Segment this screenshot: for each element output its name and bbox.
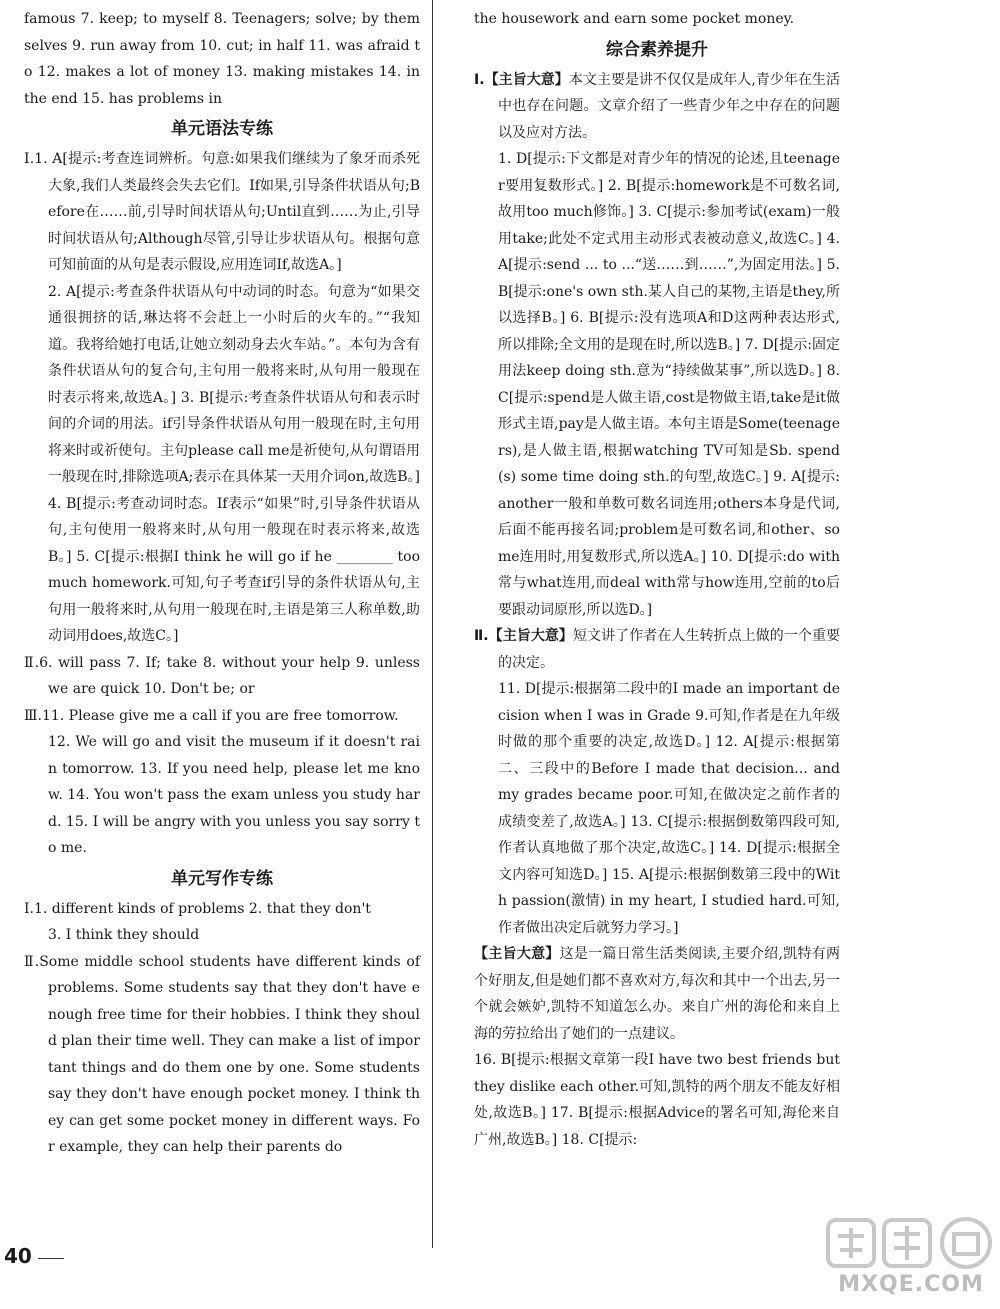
- grammar-answer-III-12: 12. We will go and visit the museum if it doesn't rain tomorrow. 13. If you need help, please let me know. 14. You won't pass the exam unless you study hard. 15. I will be angry with you unless you say sorry to me.: [48, 734, 420, 856]
- writing-answer-I-1: Ⅰ.1. different kinds of problems 2. that they don't: [24, 900, 371, 917]
- watermark-logo: [826, 1208, 996, 1304]
- answer-line: famous 7. keep; to myself 8. Teenagers; solve; by themselves 9. run away from 10. cut; in half 11. was afraid to 12. makes a lot of money 13. making mistakes 14. in the end 15. has problems in: [24, 11, 420, 107]
- answers-11-15: 11. D[提示:根据第二段中的I made an important decision when I was in Grade 9.可知,作者是在九年级时做的那个重要的决定,故选D。] 12. A[提示:根据第二、三段中的Before I made that decision... and my grades became poor.可知,在做决定之前作者的成绩变差了,故选A。] 13. C[提示:根据倒数第四段可知,作者认真地做了那个决定,故选C。] 14. D[提示:根据全文内容可知选D。] 15. A[提示:根据倒数第三段中的With passion(激情) in my heart, I studied hard.可知,作者做出决定后就努力学习。]: [498, 681, 840, 936]
- watermark-url: MXQE.COM: [838, 1272, 984, 1297]
- main-idea-tag: Ⅱ.【主旨大意】: [474, 628, 573, 644]
- page-number-rule: [38, 1258, 64, 1259]
- main-idea-III: [474, 941, 840, 1047]
- writing-answer-II: Ⅱ.Some middle school students have different kinds of problems. Some students say that they don't have enough free time for their hobbies. I think they should plan their time well. They can make a list of important things and do them one by one. Some students say they don't have enough pocket money. I think they can get some pocket money in different ways. For example, they can help their parents do: [24, 953, 420, 1155]
- main-idea-tag: Ⅰ.【主旨大意】: [474, 71, 569, 88]
- grammar-answer-III-11: Ⅲ.11. Please give me a call if you are free tomorrow.: [24, 707, 399, 724]
- main-idea-tag: 【主旨大意】: [474, 946, 560, 962]
- page-number: 40: [4, 1244, 32, 1268]
- answer-line: the housework and earn some pocket money.: [474, 11, 795, 27]
- main-idea-text: 本文主要是讲不仅仅是成年人,青少年在生活中也存在问题。文章介绍了一些青少年之中存在的问题以及应对方法。: [498, 71, 840, 141]
- section-title-writing: 单元写作专练: [171, 868, 273, 889]
- answers-1-10: 1. D[提示:下文都是对青少年的情况的论述,且teenager要用复数形式。] 2. B[提示:homework是不可数名词,故用too much修饰。] 3. C[提示:参加考试(exam)一般用take;此处不定式用主动形式表被动意义,故选C。] 4. A[提示:send ... to ...“送……到……”,为固定用法。] 5. B[提示:one's own sth.某人自己的某物,主语是they,所以选择B。] 6. B[提示:没有选项A和D这两种表达形式,所以排除;全文用的是现在时,所以选B。] 7. D[提示:固定用法keep doing sth.意为“持续做某事”,所以选D。] 8. C[提示:spend是人做主语,cost是物做主语,take是it做形式主语,pay是人做主语。本句主语是Some(teenagers),是人做主语,根据watching TV可知是Sb. spend(s) some time doing sth.的句型,故选C。] 9. A[提示:another一般和单数可数名词连用;others本身是代词,后面不能再接名词;problem是可数名词,和other、some连用时,用复数形式,所以选A。] 10. D[提示:do with常与what连用,而deal with常与how连用,空前的to后要跟动词原形,所以选D。]: [498, 151, 840, 618]
- writing-answer-I-3: 3. I think they should: [48, 927, 200, 943]
- main-idea-II: [474, 623, 840, 676]
- main-idea-text: 这是一篇日常生活类阅读,主要介绍,凯特有两个好朋友,但是她们都不喜欢对方,每次和其中一个出去,另一个就会嫉妒,凯特不知道怎么办。来自广州的海伦和来自上海的劳拉给出了她们的一点建议。: [474, 946, 840, 1042]
- watermark-seal-icon: [826, 1212, 994, 1272]
- answers-16-18: 16. B[提示:根据文章第一段I have two best friends but they dislike each other.可知,凯特的两个朋友不能友好相处,故选B。] 17. B[提示:根据Advice的署名可知,海伦来自广州,故选B。] 18. C[提示:: [474, 1052, 840, 1148]
- main-idea-text: 短文讲了作者在人生转折点上做的一个重要的决定。: [498, 628, 841, 671]
- left-column: [24, 6, 420, 1161]
- grammar-answer-II: Ⅱ.6. will pass 7. If; take 8. without your help 9. unless we are quick 10. Don't be; or: [24, 654, 420, 697]
- grammar-answer-2: 2. A[提示:考查条件状语从句中动词的时态。句意为“如果交通很拥挤的话,琳达将不会赶上一小时后的火车的。”“我知道。我将给她打电话,让她立刻动身去火车站。”。本句为含有条件状语从句的复合句,主句用一般将来时,从句用一般现在时表示将来,故选A。] 3. B[提示:考查条件状语从句和表示时间的介词的用法。if引导条件状语从句用一般现在时,主句用将来时或祈使句。主句please call me是祈使句,从句谓语用一般现在时,排除选项A;表示在具体某一天用介词on,故选B。] 4. B[提示:考查动词时态。If表示“如果”时,引导条件状语从句,主句使用一般将来时,从句用一般现在时表示将来,故选B。] 5. C[提示:根据I think he will go if he ________ too much homework.可知,句子考查if引导的条件状语从句,主句用一般将来时,从句用一般现在时,主语是第三人称单数,助动词用does,故选C。]: [48, 283, 420, 644]
- section-title-comprehensive: 综合素养提升: [606, 39, 708, 60]
- right-column: [474, 6, 840, 1153]
- column-divider: [432, 0, 433, 1248]
- section-title-grammar: 单元语法专练: [171, 119, 273, 139]
- main-idea-I: [474, 67, 840, 147]
- grammar-answer-1: Ⅰ.1. A[提示:考查连词辨析。句意:如果我们继续为了象牙而杀死大象,我们人类最终会失去它们。If如果,引导条件状语从句;Before在……前,引导时间状语从句;Until直到……为止,引导时间状语从句;Although尽管,引导让步状语从句。根据句意可知前面的从句是表示假设,应用连词If,故选A。]: [24, 151, 420, 273]
